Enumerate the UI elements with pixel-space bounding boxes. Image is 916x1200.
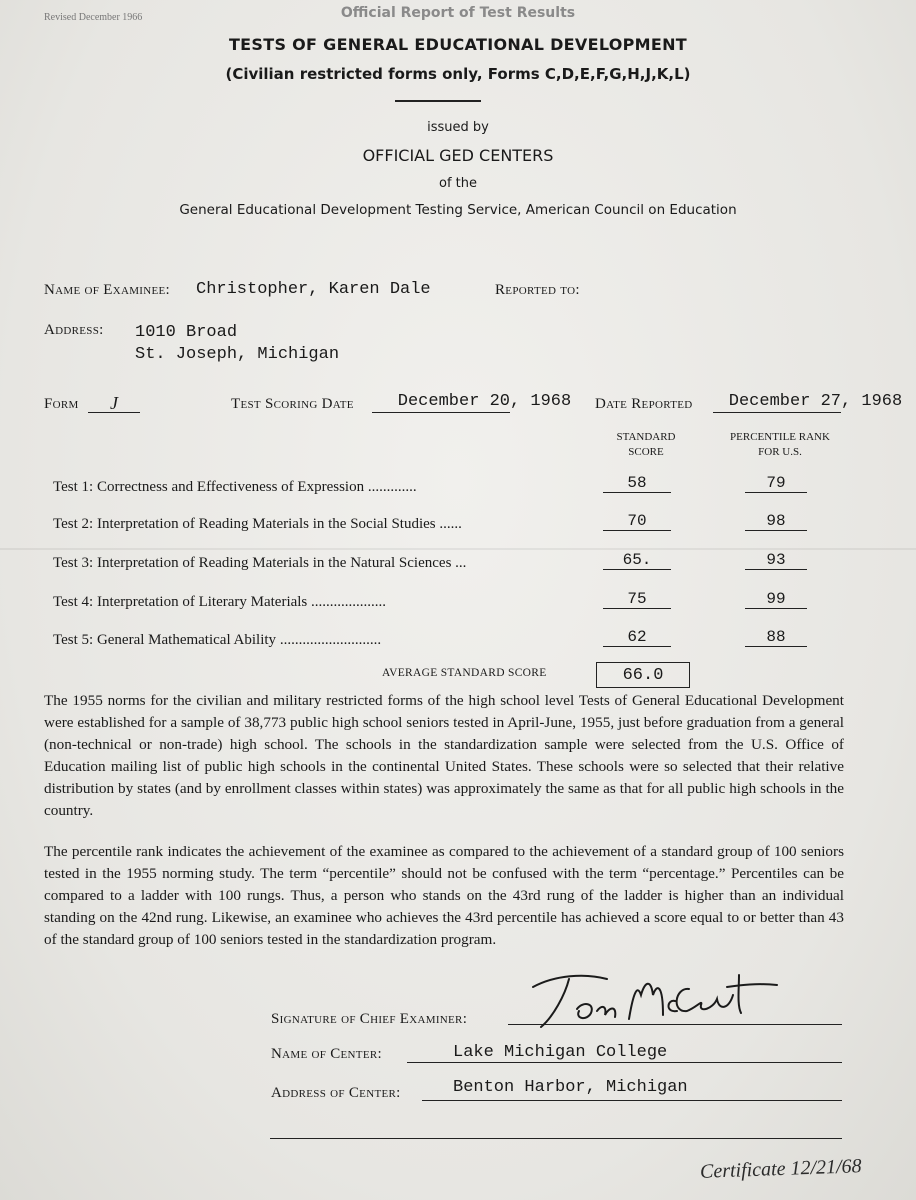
test-5-percentile: 88	[745, 628, 807, 647]
test-scoring-date-value: December 20	[372, 392, 510, 413]
center-address-line	[422, 1100, 842, 1101]
test-5-standard-score: 62	[603, 628, 671, 647]
reported-to-label: Reported to:	[495, 282, 580, 298]
signature-label: Signature of Chief Examiner:	[271, 1011, 468, 1027]
signature-stroke-m	[629, 984, 663, 1019]
test-1-percentile: 79	[745, 474, 807, 493]
average-standard-score-label: AVERAGE STANDARD SCORE	[382, 667, 547, 679]
test-2-label: Test 2: Interpretation of Reading Materials in the Social Studies	[53, 516, 436, 532]
standard-score-header-line2: SCORE	[628, 446, 664, 458]
test-row-4	[53, 594, 386, 611]
test-3-label: Test 3: Interpretation of Reading Materials in the Natural Sciences	[53, 555, 452, 571]
test-4-standard-score: 75	[603, 590, 671, 609]
date-reported-label: Date Reported	[595, 396, 693, 412]
name-of-center-label: Name of Center:	[271, 1046, 382, 1062]
address-line-1: 1010 Broad	[135, 323, 238, 342]
date-reported-year: , 1968	[841, 392, 903, 411]
percentile-rank-header	[705, 430, 855, 460]
handwritten-annotation: Certificate 12/21/68	[699, 1155, 862, 1183]
test-4-label: Test 4: Interpretation of Literary Materials	[53, 594, 308, 610]
test-1-standard-score: 58	[603, 474, 671, 493]
document-subtitle: (Civilian restricted forms only, Forms C,D,E,F,G,H,J,K,L)	[225, 65, 691, 83]
test-5-label: Test 5: General Mathematical Ability	[53, 632, 277, 648]
percentile-rank-header-line1: PERCENTILE RANK	[730, 431, 830, 443]
issued-by: issued by	[427, 120, 489, 135]
standard-score-header-line1: STANDARD	[616, 431, 676, 443]
of-the: of the	[439, 176, 477, 191]
name-of-examinee-label: Name of Examinee:	[44, 282, 170, 298]
testing-service: General Educational Development Testing Service, American Council on Education	[179, 202, 737, 218]
test-3-standard-score: 65.	[603, 551, 671, 570]
percentile-paragraph: The percentile rank indicates the achievement of the examinee as compared to the achievement of a standard group of 100 seniors tested in the 1955 norming study. The term “percentile” should not be confused with the term “percentage.” Percentiles can be compared to a ladder with 100 rungs. Thus, a person who stands on the 43rd rung of the ladder is higher than an individual standing on the 42nd rung. Likewise, an examinee who achieves the 43rd percentile has achieved a score equal to or better than 43 of the standard group of 100 seniors tested in the standardization program.	[44, 843, 844, 948]
signature-stroke-ccourt	[669, 975, 778, 1013]
center-address-value: Benton Harbor, Michigan	[453, 1078, 688, 1097]
test-2-standard-score: 70	[603, 512, 671, 531]
test-row-3	[53, 555, 466, 572]
handwritten-signature	[525, 965, 785, 1035]
test-1-label: Test 1: Correctness and Effectiveness of Expression	[53, 479, 365, 495]
title-rule	[395, 100, 481, 102]
signature-stroke-t	[533, 976, 607, 1027]
date-reported-value: December 27	[713, 392, 841, 413]
centers-heading: OFFICIAL GED CENTERS	[362, 146, 554, 165]
address-label: Address:	[44, 322, 104, 338]
blank-signature-line	[270, 1138, 842, 1139]
document-title: TESTS OF GENERAL EDUCATIONAL DEVELOPMENT	[228, 35, 688, 54]
test-row-2	[53, 516, 462, 533]
test-2-leader: ......	[435, 516, 462, 532]
address-of-center-label: Address of Center:	[271, 1085, 401, 1101]
test-5-leader: ...........................	[276, 632, 382, 648]
average-standard-score-box: 66.0	[596, 662, 690, 688]
test-4-leader: ....................	[307, 594, 387, 610]
standard-score-header	[596, 430, 696, 460]
faded-report-title: Official Report of Test Results	[340, 5, 576, 21]
test-row-5	[53, 632, 381, 649]
test-1-leader: .............	[364, 479, 417, 495]
test-2-percentile: 98	[745, 512, 807, 531]
test-scoring-date-label: Test Scoring Date	[231, 396, 354, 412]
fold-crease	[0, 548, 916, 550]
examinee-name: Christopher, Karen Dale	[196, 280, 431, 299]
form-value: J	[88, 393, 140, 413]
test-3-leader: ...	[451, 555, 467, 571]
test-4-percentile: 99	[745, 590, 807, 609]
test-row-1	[53, 479, 417, 496]
percentile-rank-header-line2: FOR U.S.	[758, 446, 802, 458]
norms-paragraph: The 1955 norms for the civilian and military restricted forms of the high school level Tests of General Educational Development were established for a sample of 38,773 public high school seniors tested in April-June, 1955, just before graduation from a general (non-technical or non-trade) high school. The schools in the standardization sample were selected from the U.S. Office of Education mailing list of public high schools in the continental United States. These schools were so selected that their relative distribution by states (and by enrollment classes within states) was approximately the same as that for all public high schools in the country.	[44, 692, 844, 819]
test-scoring-year: , 1968	[510, 392, 572, 411]
form-label: Form	[44, 396, 79, 412]
center-name-line	[407, 1062, 842, 1063]
revised-note: Revised December 1966	[44, 12, 143, 23]
signature-stroke-om	[577, 1004, 615, 1018]
center-name-value: Lake Michigan College	[453, 1043, 668, 1062]
address-line-2: St. Joseph, Michigan	[135, 345, 340, 364]
test-3-percentile: 93	[745, 551, 807, 570]
